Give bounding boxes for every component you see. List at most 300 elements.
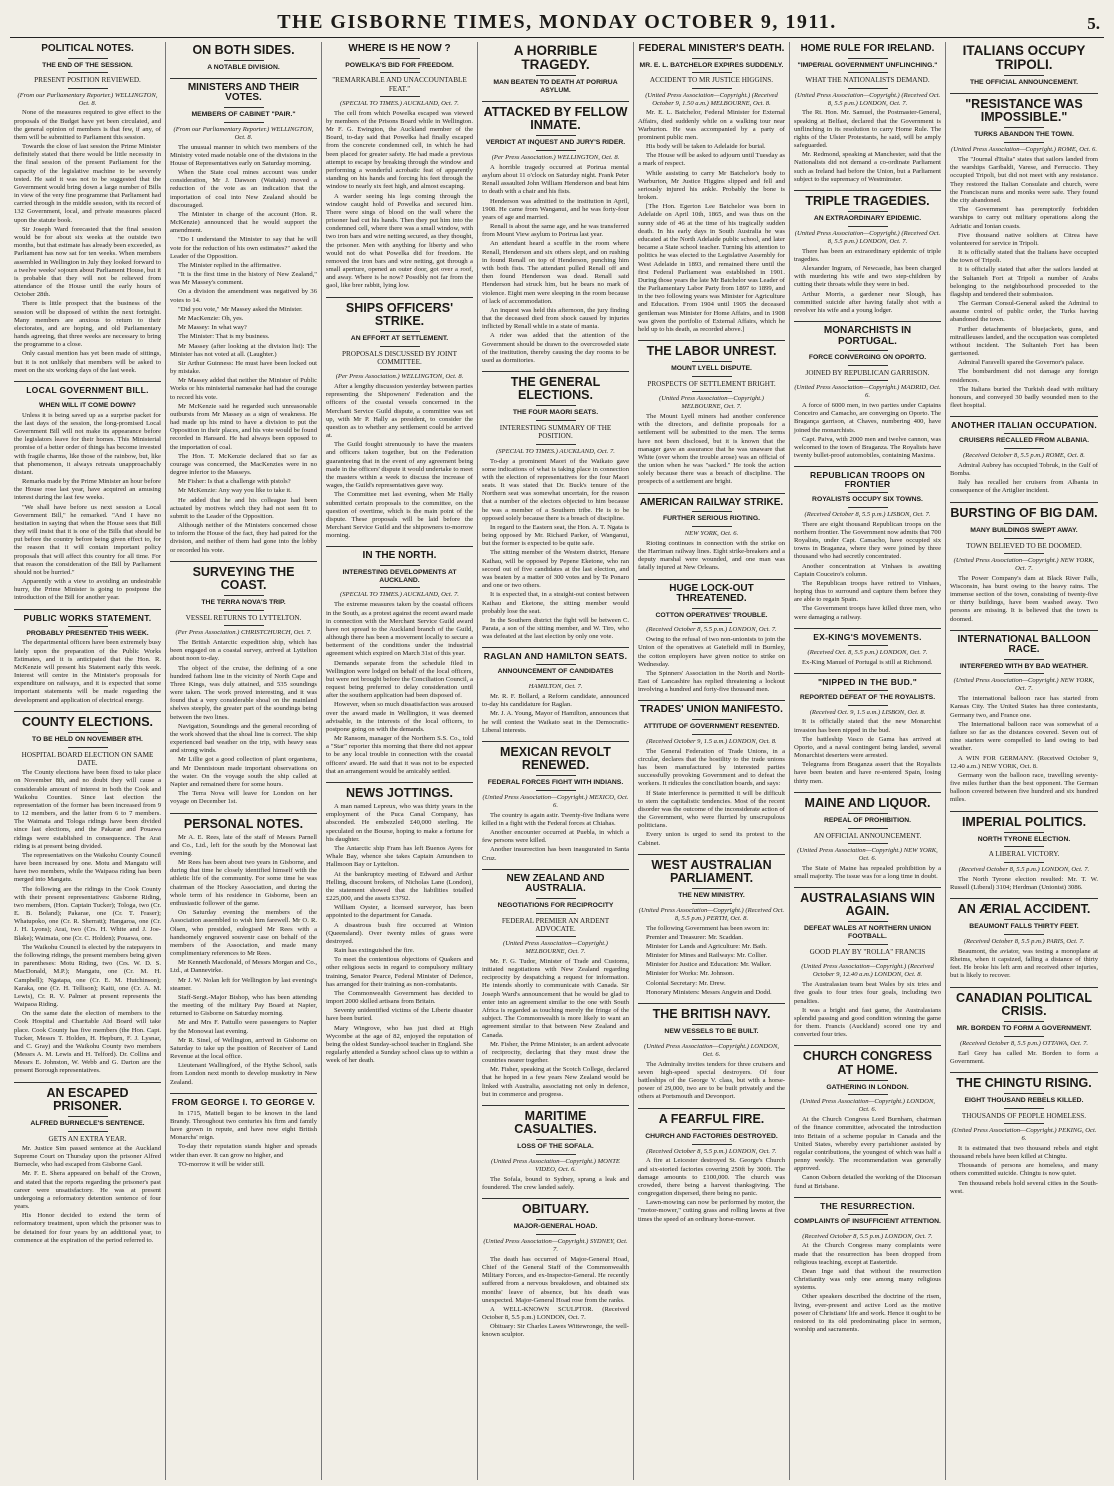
- article-subheadline: EIGHT THOUSAND REBELS KILLED.: [964, 1096, 1084, 1104]
- article-paragraph: Towards the close of last session the Prime Minister definitely stated that there would be little necessity in the final session of the present Parliament for the capacity of the legislative machine to be severely tested. He said it was not to be suggested that the Government would bring down a large number of Bills in view of the very fine programme that Parliament had carried through in the middle session, with its record of 132 Government, local, and private measures placed upon the statute book.: [14, 143, 161, 224]
- article-headline: POLITICAL NOTES.: [41, 43, 134, 54]
- article-paragraph: Further detachments of bluejackets, guns, and mitrailleuses landed, and the occupation was completed without incident. The Sultanieh Fort has been garrisoned.: [950, 325, 1098, 358]
- article-subheadline: GOOD PLAY BY "ROLLA" FRANCIS: [809, 948, 926, 957]
- article-subheadline: FEDERAL FORCES FIGHT WITH INDIANS.: [487, 779, 624, 787]
- article: [482, 371, 629, 641]
- article-subheadline: INTERESTING DEVELOPMENTS AT AUCKLAND.: [342, 568, 457, 584]
- article-divider: [170, 1093, 317, 1094]
- article-dateline: (United Press Association—Copyright.) NEW YORK, Oct. 7.: [953, 677, 1095, 693]
- article-paragraph: A fire at Leicester destroyed St. George's Church and six-storied factories covering 250ft by 300ft. The damage amounts to £100,000. The church was crowded, there being a harvest thanksgiving. The congregation dispersed, there being no panic.: [638, 1157, 785, 1198]
- article: [482, 1105, 629, 1192]
- article-paragraph: The battleship Vasco de Gama has arrived at Oporto, and a naval contingent being landed, several Monarchist deserters were arrested.: [794, 735, 941, 760]
- article-paragraph: Mr MacKenzie: Oh, yes.: [178, 315, 244, 322]
- article-paragraph: It is officially stated that after the sailors landed at the Sultanieh Fort at Tripoli a number of Arabs belonging to the neighbourhood proceeded to the flagship and tendered their submission.: [950, 266, 1098, 298]
- article-subheadline: MEMBERS OF CABINET "PAIR.": [191, 110, 296, 118]
- article: [14, 609, 161, 705]
- article: [950, 898, 1098, 981]
- article-paragraph: Although neither of the Ministers concerned chose to inform the House of the fact, they had paired for the division, and neither of them had gone into the lobby or recorded his vote.: [170, 522, 317, 554]
- article-paragraph: Mr. Fisher, speaking at the Scotch College, declared that he hoped in a few years New Zealand would be linked with Australia, associating not only in defence, but in commerce and progress.: [482, 1066, 629, 1098]
- article-paragraph: Mr. E. L. Batchelor, Federal Minister for External Affairs, died suddenly while on a walking tour near Warburton. He was accompanied by a party of prominent public men.: [638, 109, 785, 141]
- article-paragraph: When the State coal mines account was under consideration, Mr J. Dawson (Waitaki) moved a reduction of the vote as an indication that the importation of coal into New Zealand should be discouraged.: [170, 169, 317, 209]
- article-divider: [794, 792, 941, 793]
- headline-rule: [848, 226, 888, 227]
- article-divider: [794, 1045, 941, 1046]
- article-paragraph: Mr. Fisher, the Prime Minister, is an ardent advocate of reciprocity, declaring that they must draw the countries nearer together.: [482, 1040, 629, 1065]
- article-paragraph: Mr Kenneth Macdonald, of Messrs Morgan and Co., Ltd., at Dannevirke.: [170, 959, 317, 975]
- headline-rule: [692, 391, 732, 392]
- headline-rule: [692, 526, 732, 527]
- article-headline: SHIPS OFFICERS' STRIKE.: [345, 300, 454, 328]
- article-paragraph: The General Federation of Trade Unions, in a circular, declares that the hostility to the trade unions has been manufactured by interested parties successfully provoking Government and to defeat the workers. It ridicules the conciliation boards, and says:: [638, 747, 785, 788]
- article: [482, 44, 629, 95]
- headline-rule: [692, 361, 732, 362]
- article-subheadline: DEFEAT WALES AT NORTHERN UNION FOOTBALL.: [803, 925, 932, 941]
- article-subheadline: FURTHER SERIOUS RIOTING.: [662, 515, 761, 523]
- article-paragraph: Mr Massey added that neither the Minister of Public Works or his ministerial namesake had had the courage to record his vote.: [170, 377, 317, 401]
- headline-rule: [536, 775, 576, 776]
- article-subheadline: LOSS OF THE SOFALA.: [517, 1143, 594, 1151]
- article-paragraph: The Admiralty invites tenders for three cruisers and seven high-speed special destroyers. Of four battleships of the George V. class, but with a horse-power of 29,000, two are to be built privately and the others at Portsmouth and Devonport.: [638, 1060, 785, 1101]
- column-1: [10, 42, 166, 1480]
- headline-rule: [536, 420, 576, 421]
- article-dateline: (United Press Association—Copyright.) PEKING, Oct. 6.: [951, 1127, 1097, 1142]
- article-paragraph: The Sofala, bound to Sydney, sprang a leak and foundered. The crew landed safely.: [482, 1175, 629, 1191]
- article-headline: HUGE LOCK-OUT THREATENED.: [669, 582, 754, 605]
- headline-rule: [1004, 1123, 1044, 1124]
- article-paragraph: The Hon. T. McKenzie declared that so far as courage was concerned, the MacKenzies were in no degree inferior to the Masseys.: [170, 452, 317, 477]
- article-paragraph: His Honor decided to extend the term of reformatory treatment, upon which the prisoner was to be detained for four years by an additional year, to commence at the expiration of the period referred to.: [14, 1212, 161, 1244]
- article: [794, 792, 941, 881]
- article-dateline: (Received October 8, 5.5 p.m.) LISBON, Oct. 7.: [804, 510, 931, 518]
- article-headline: A HORRIBLE TRAGEDY.: [513, 43, 598, 73]
- article-paragraph: To-day a prominent Maori of the Waikato gave some indications of what is taking place in connection with the election of representatives for the four Maori seats. It was stated that Dr. Buck's tenure of the Northern seat was somewhat uncertain, for the reason that a number of the electors objected to him because he was a member of a Southern tribe. He is to be opposed solely because there is a breach of discipline.: [482, 457, 629, 522]
- article-paragraph: The Government has peremptorily forbidden warships to carry out military operations along the Adriatic and Ionian coasts.: [950, 206, 1098, 230]
- article-paragraph: Minister for Justice and Education: Mr. Walker.: [646, 961, 772, 969]
- article-headline: COUNTY ELECTIONS.: [21, 714, 154, 729]
- article: [950, 93, 1098, 410]
- page-number: 5.: [1087, 14, 1100, 33]
- headline-rule: [848, 705, 888, 706]
- headline-rule: [68, 626, 108, 627]
- article-headline: ON BOTH SIDES.: [192, 43, 295, 57]
- article-paragraph: While assisting to carry Mr Batchelor's body to Warburton, Mr Justice Higgins slipped and fell and seriously injured his ankle. Probably the bone is broken.: [638, 169, 785, 202]
- article-divider: [950, 811, 1098, 812]
- article-subheadline: A LIBERAL VICTORY.: [988, 850, 1060, 859]
- newspaper-title: THE GISBORNE TIMES, MONDAY OCTOBER 9, 1911.: [277, 11, 837, 33]
- headline-rule: [380, 72, 420, 73]
- article-paragraph: On Saturday evening the members of the Association assembled to wish him farewell. Mr O. R. Olsen, who presided, eulogised Mr Rees with a handsomely engraved souvenir case on behalf of the members of the Association, and made many complimentary references to Mr Rees.: [170, 909, 317, 958]
- article-paragraph: The following are the ridings in the Cook County with their present representatives: Gisborne Riding, two members, (Hon. Captain Tucker); Tologa, two (Cr. E. B. Boland); Pakarae, one (Cr. T. Fraser); Whatupoko, one (Cr. R. Sherratt); Hangaroa, one (Cr. J. H. Lyons); Arai, two (Crs. H. White and J. Joe-Blake); Waimata, one (Cr. C. Holden); Pouawa, one.: [14, 885, 161, 942]
- headline-rule: [1004, 127, 1044, 128]
- article-headline: LOCAL GOVERNMENT BILL.: [26, 384, 149, 395]
- headline-rule: [848, 72, 888, 73]
- headline-rule: [848, 211, 888, 212]
- article-paragraph: Five thousand native soldiers at Citrea have volunteered for service in Tripoli.: [950, 231, 1098, 247]
- article-dateline: (Per Press Association.) CHRISTCHURCH, Oct. 7.: [175, 629, 312, 637]
- headline-rule: [848, 828, 888, 829]
- article-paragraph: A force of 6000 men, in two parties under Captains Conceiro and Camacho, are converging on Oporto. The Bragança garrison, at Chaves, numbering 400, have joined the monarchists.: [794, 401, 941, 434]
- article-subheadline: TO BE HELD ON NOVEMBER 8TH.: [32, 735, 143, 743]
- article-subheadline: PROPOSALS DISCUSSED BY JOINT COMMITTEE.: [342, 349, 457, 366]
- headline-rule: [848, 645, 888, 646]
- article-paragraph: Mr Lillie got a good collection of plant organisms, and Mr Dennistoun made important observations on the water. On the voyage south the ship called at Napier and remained there for some hours.: [170, 756, 317, 788]
- article-divider: [482, 647, 629, 648]
- article-subheadline: VERDICT AT INQUEST AND JURY'S RIDER.: [485, 139, 626, 147]
- article-paragraph: Mr Fisher: Is that a challenge with pistols?: [178, 478, 291, 486]
- headline-rule: [1004, 659, 1044, 660]
- article-paragraph: [The Hon. Egerton Lee Batchelor was born in Adelaide on April 10th, 1865, and was thus on the sunny side of 46 at the time of his tragically sudden death. In his early days in South Australia he was educated at the North Adelaide public school, and later became a State school teacher. Turning his attention to politics he was elected to the Legislative Assembly for West Adelaide in 1893, and remained there until the first Federal Parliament was established in 1901. During those years the late Mr Batchelor was Leader of the Parliamentary Labor Party from 1897 to 1899, and in the two following years was Minister for Agriculture and Education. From 1904 until 1905 the deceased gentleman was Minister for Home Affairs, and in 1908 was given the portfolio of External Affairs, which he held up to his death, as recorded above.]: [638, 203, 785, 333]
- article-paragraph: The Commonwealth Government has decided to import 2000 skilled artisans from Britain.: [326, 989, 473, 1006]
- article-subheadline: POWELKA'S BID FOR FREEDOM.: [345, 61, 454, 69]
- article-paragraph: The Antarctic ship Fram has left Buenos Ayres for Whale Bay, whence she takes Captain Amundsen to Hallmoon Bay or Lyttelton.: [326, 844, 473, 869]
- article: [794, 1197, 941, 1335]
- article-paragraph: At the Church Congress many complaints were made that the resurrection has been dropped from religious teaching, except at Eastertide.: [794, 1242, 941, 1266]
- article-paragraph: Admiral Faravelli spared the Governor's palace.: [958, 359, 1085, 367]
- headline-rule: [848, 1094, 888, 1095]
- article-paragraph: Rain has extinguished the fire.: [334, 947, 415, 955]
- headline-rule: [692, 1144, 732, 1145]
- article-paragraph: Other speakers described the doctrine of the risen, living, ever-present and active Lord as the motive power of Christians' life and work. Hence it ought to be restored to its old predominating place in sermon, worship and sacraments.: [794, 1293, 941, 1334]
- article-paragraph: The Guild fought strenuously to have the masters and officers taken together, but on the Federation guaranteeing that in the event of any agreement being made in the officers' dispute it would undertake to meet the masters within a week to discuss the increase of wages, the Guild's representatives gave way.: [326, 441, 473, 490]
- article-paragraph: The death has occurred of Major-General Hoad, Chief of the General Staff of the Commonwealth Military Forces, and ex-Inspector-General. He recently suffered from a nervous breakdown, and obtained six months' leave of absence, but his death was unexpected. Major-General Hoad rose from the ranks.: [482, 1255, 629, 1304]
- article-divider: [638, 493, 785, 494]
- article-paragraph: William Oyster, a licensed surveyor, has been appointed to the department for Canada.: [326, 904, 473, 920]
- article: [482, 647, 629, 735]
- headline-rule: [536, 1139, 576, 1140]
- article-paragraph: The Committee met last evening, when Mr Hally submitted certain proposals to the committee, on the question of overtime, which is the main point of the dispute. These proposals will be laid before the Merchant Service Guild and the shipowners to-morrow morning.: [326, 491, 473, 540]
- article: [326, 546, 473, 776]
- article-headline: FEDERAL MINISTER'S DEATH.: [638, 43, 785, 54]
- article-subheadline: TOWN BELIEVED TO BE DOOMED.: [966, 541, 1082, 550]
- article-subheadline: "REMARKABLE AND UNACCOUNTABLE FEAT.": [332, 76, 467, 93]
- article-headline: THE CHINGTU RISING.: [956, 1075, 1092, 1090]
- article-dateline: (Received October 8, 5.5 p.m.) LONDON, Oct. 7.: [802, 1232, 933, 1240]
- article-subheadline: AN EXTRAORDINARY EPIDEMIC.: [813, 215, 922, 223]
- article-dateline: (Per Press Association.) WELLINGTON, Oct. 8.: [491, 154, 620, 162]
- article-paragraph: "Do I understand the Minister to say that he will vote for the reduction of his own estimates?" asked the Leader of the Opposition.: [170, 236, 317, 260]
- article-dateline: (United Press Association—Copyright.) LONDON, Oct. 6.: [800, 1098, 935, 1114]
- article-paragraph: Apparently with a view to avoiding an undesirable hurry, the Prime Minister is going to postpone the introduction of the Bill for another year.: [14, 578, 161, 602]
- article-subheadline: AN OFFICIAL ANNOUNCEMENT.: [813, 831, 922, 840]
- article-dateline: (United Press Association—Copyright.) (Received October 9, 12.40 a.m.) LONDON, Oct. 8.: [801, 963, 934, 979]
- headline-rule: [1004, 433, 1044, 434]
- article-dateline: (Received Oct. 8, 5.5 p.m.) LONDON, Oct. 7.: [807, 648, 928, 656]
- headline-rule: [536, 75, 576, 76]
- column-3: [322, 42, 478, 1480]
- article-paragraph: The German Consul-General asked the Admiral to assume control of public order, the Turks having abandoned the town.: [950, 300, 1098, 324]
- article: [638, 1003, 785, 1102]
- article-paragraph: Sir Arthur Guinness: He must have been locked out by mistake.: [170, 359, 317, 376]
- headline-rule: [536, 405, 576, 406]
- article-divider: [794, 321, 941, 322]
- article-divider: [326, 782, 473, 783]
- article-headline: WEST AUSTRALIAN PARLIAMENT.: [651, 857, 772, 885]
- article-paragraph: The "Journal d'Italia" states that sailors landed from the warships Garibaldi, Varese, and Ferruccio. They occupied Tripoli, but did not meet with any resistance. They restored the Italian Consulate and church, were the Franciscan nuns and monks were safe. They found the city abandoned.: [950, 156, 1098, 204]
- headline-rule: [536, 1219, 576, 1220]
- article-paragraph: "We shall have before us next session a Local Government Bill," he remarked. "And I have no hesitation in saying that when the House sees that Bill they will insist that it is one of the Bills that should be put before the country before being given effect to, for the reason that it will contain important policy proposals that will affect this country for all time. For that reason the consideration of the Bill by Parliament should not be hurried.": [14, 503, 161, 576]
- article-paragraph: The Government troops have killed three men, who were damaging a railway.: [794, 605, 941, 621]
- article-headline: MONARCHISTS IN PORTUGAL.: [823, 325, 912, 347]
- article-paragraph: Mr R. Sinel, of Wellington, arrived in Gisborne on Saturday to take up the position of Receiver of Land Revenue at the local office.: [170, 1036, 317, 1061]
- article-subheadline: FEDERAL PREMIER AN ARDENT ADVOCATE.: [501, 916, 610, 933]
- article-paragraph: A WIN FOR GERMANY. (Received October 9, 12.40 a.m.) NEW YORK, Oct. 8.: [950, 754, 1098, 770]
- article: [638, 854, 785, 997]
- article-headline: BURSTING OF BIG DAM.: [950, 505, 1098, 520]
- headline-rule: [68, 732, 108, 733]
- article-paragraph: Another insurrection has been inaugurated in Santa Cruz.: [482, 846, 629, 862]
- article-paragraph: Colonial Secretary: Mr. Drew.: [646, 979, 726, 987]
- article-subheadline: COTTON OPERATIVES' TROUBLE.: [655, 611, 768, 619]
- headline-rule: [536, 898, 576, 899]
- headline-rule: [1004, 832, 1044, 833]
- headline-rule: [1004, 523, 1044, 524]
- article-paragraph: Arthur Morris, a gardener near Slough, has committed suicide after having fatally shot with a revolver his wife and a young lodger.: [794, 290, 941, 314]
- headline-rule: [68, 88, 108, 89]
- article-paragraph: Ten thousand rebels hold several cities in the South-west.: [950, 1179, 1098, 1195]
- article-paragraph: The International balloon race was somewhat of a failure so far as the distances covered. Seven out of nine starters were compelled to land owing to bad weather.: [950, 720, 1098, 753]
- article-headline: EX-KING'S MOVEMENTS.: [813, 631, 922, 642]
- article-headline: ATTACKED BY FELLOW INMATE.: [483, 104, 628, 133]
- headline-rule: [68, 1131, 108, 1132]
- article-paragraph: Canon Osborn detailed the working of the Diocesan fund at Brisbane.: [794, 1174, 941, 1190]
- article-subheadline: ATTITUDE OF GOVERNMENT RESENTED.: [643, 722, 780, 730]
- article-paragraph: Alexander Ingram, of Newcastle, has been charged with murdering his wife and two step-children by cutting their throats while they were in bed.: [794, 265, 941, 289]
- article-divider: [950, 1072, 1098, 1073]
- article-subheadline: TURKS ABANDON THE TOWN.: [974, 131, 1074, 139]
- article-headline: MAINE AND LIQUOR.: [804, 795, 931, 810]
- article-headline: SURVEYING THE COAST.: [192, 564, 295, 592]
- article-paragraph: It is estimated that two thousand rebels and eight thousand rebels have been killed at Chingtu.: [950, 1144, 1098, 1161]
- article-paragraph: The Italians buried the Turkish dead with military honours, and conveyed 30 badly wounded men to the fleet hospital.: [950, 385, 1098, 410]
- article-paragraph: Mr Ransom, manager of the Northern S.S. Co., told a "Star" reporter this morning that there did not appear to be any local trouble in connection with the coastal officers' award. He said that it was not to be expected that an arrangement would be amicably settled.: [326, 735, 473, 775]
- article-paragraph: Mr. Justice Sim passed sentence at the Auckland Supreme Court on Thursday upon the prisoner Alfred Burnecle, who had escaped from Gisborne Gaol.: [14, 1144, 161, 1169]
- article-subheadline: CRUISERS RECALLED FROM ALBANIA.: [958, 437, 1090, 445]
- article-divider: [638, 700, 785, 701]
- article-divider: [950, 93, 1098, 94]
- headline-rule: [68, 1116, 108, 1117]
- article-paragraph: The bombardment did not damage any foreign residences.: [950, 368, 1098, 384]
- headline-rule: [224, 625, 264, 626]
- headline-rule: [224, 107, 264, 108]
- article-subheadline: ROYALISTS OCCUPY SIX TOWNS.: [812, 496, 923, 504]
- article-subheadline: MR. E. L. BATCHELOR EXPIRES SUDDENLY.: [639, 61, 784, 69]
- article-paragraph: In regard to the Eastern seat, the Hon. A. T. Ngata is being opposed by Mr. Richard Parker, of Wanganui, but the former is expected to be quite safe.: [482, 523, 629, 548]
- article-paragraph: Owing to the refusal of two non-unionists to join the Union of the operatives at Gatefield mill in Burnley, the cotton employers have given notice to strike on Wednesday.: [638, 636, 785, 668]
- article-headline: NEWS JOTTINGS.: [346, 786, 453, 800]
- headline-rule: [848, 1229, 888, 1230]
- headline-rule: [848, 88, 888, 89]
- article-paragraph: The object of the cruise, the defining of a one hundred fathom line in the vicinity of North Cape and Three Kings, was duly attained, and 535 soundings were taken. The work proved interesting, and it was found that a very considerable shoal on the mainland shelves steeply, the greater part of the soundings being between the two lines.: [170, 664, 317, 721]
- headline-rule: [68, 398, 108, 399]
- article-paragraph: The Waikohu Council is elected by the ratepayers in the following ridings, the present members being given in parentheses: Motu Riding, two (Crs. W. D. S. MacDonald, M.P.); Mangatu, one (Cr. M. H. Campbell); Ngatapa, one (Cr. E. M. Hutchinson); Karaka, one (Cr. H. Tellison); Kaiti, one (Cr. A. M. Lewis), Cr. R. V. Palmer at present represents the Waipaoa Riding.: [14, 943, 161, 1009]
- article-paragraph: Sir Joseph Ward forecasted that the final session would be for about six weeks at the outside two months, but that estimate has already been exceeded, as Parliament has now sat for ten weeks. When members assembled in Wellington in July they looked forward to a twelve weeks' sojourn about Parliament House, but it is probable that they will not be relieved from attendance of the House until the early hours of October 28th.: [14, 225, 161, 299]
- article-paragraph: The Minister in charge of the account (Hon. R. McKenzie) announced that he would support the amendment.: [170, 210, 317, 235]
- article-paragraph: Dean Inge said that without the resurrection Christianity was only one among many religious systems.: [794, 1267, 941, 1292]
- article-paragraph: Mr Massey (after looking at the division list): The Minister has not voted at all. (Laughter.): [170, 342, 317, 358]
- article-dateline: (Received October 8, 5.5 p.m.) ROME, Oct. 8.: [963, 452, 1085, 460]
- article-dateline: (Received October 8, 5.5 p.m.) OTTAWA, Oct. 7.: [959, 1039, 1089, 1047]
- article-headline: AUSTRALASIANS WIN AGAIN.: [800, 891, 935, 919]
- article-divider: [482, 741, 629, 742]
- article-paragraph: The Mount Lyell miners had another conference with the directors, and definite proposals for a settlement will be submitted to the men. The terms have not been disclosed, but it is known that the manager gave an assurance that he was unaware that White (over whom the trouble arose) was an official of the union when he was "sacked." He took the action solely because there was a breach of discipline. The prospects of a settlement are bright.: [638, 413, 785, 486]
- article: [950, 502, 1098, 624]
- article: [170, 813, 317, 1087]
- article: [638, 44, 785, 334]
- headline-rule: [1004, 673, 1044, 674]
- headline-rule: [692, 58, 732, 59]
- article-dateline: (United Press Association—Copyright.) MEXICO, Oct. 6.: [482, 793, 629, 809]
- article: [950, 44, 1098, 87]
- article-paragraph: The cell from which Powelka escaped was viewed by members of the Prisons Board while in Wellington. Mr F. G. Ewington, the Auckland member of the Board, to-day said that Powelka had finally escaped from the concrete condemned cell, in which he had been placed for greater safety. He had made a previous attempt to escape by breaking through the window and performing a wonderful acrobatic feat of apparently standing on his hands and forcing his feet through the window to nearly six feet high, and almost escaping.: [326, 109, 473, 191]
- article-paragraph: Rioting continues in connection with the strike on the Harriman railway lines. Eight strike-breakers and a deputy marshal were wounded, and one man was fatally injured at New Orleans.: [638, 539, 785, 572]
- article-divider: [794, 628, 941, 629]
- headline-rule: [692, 511, 732, 512]
- article-subheadline: THOUSANDS OF PEOPLE HOMELESS.: [961, 1111, 1087, 1120]
- article-headline: PUBLIC WORKS STATEMENT.: [23, 612, 152, 623]
- headline-rule: [1004, 1093, 1044, 1094]
- article-dateline: (United Press Association—Copyright.) (Received October 9, 1.50 a.m.) MELBOURNE, Oct. 8.: [645, 91, 778, 107]
- article-subheadline: THE OFFICIAL ANNOUNCEMENT.: [970, 79, 1078, 87]
- article-subheadline: PRESENT POSITION REVIEWED.: [34, 76, 141, 85]
- headline-rule: [1004, 934, 1044, 935]
- article-headline: A FEARFUL FIRE.: [658, 1111, 765, 1126]
- article-headline: CANADIAN POLITICAL CRISIS.: [955, 990, 1093, 1018]
- article: [794, 673, 941, 786]
- article: [14, 381, 161, 603]
- article-headline: MEXICAN REVOLT RENEWED.: [500, 744, 611, 772]
- article-divider: [482, 869, 629, 870]
- article: [14, 711, 161, 1076]
- headline-rule: [1004, 846, 1044, 847]
- article-divider: [14, 609, 161, 610]
- article-paragraph: Ex-King Manuel of Portugal is still at Richmond.: [802, 658, 933, 666]
- article-paragraph: To meet the contentious objections of Quakers and other religious sects in regard to compulsory military training, Senator Pearce, Federal Minister of Defence, has arranged for their training as non-combatants.: [326, 956, 473, 988]
- headline-rule: [848, 944, 888, 945]
- article-paragraph: On a division the amendment was negatived by 36 votes to 14.: [170, 288, 317, 304]
- article-paragraph: Telegrams from Braganza assert that the Royalists have been beaten and have re-entered Spain, losing thirty men.: [794, 761, 941, 785]
- article-dateline: (United Press Association—Copyright.) (Received Oct. 8, 5.5 p.m.) LONDON, Oct. 7.: [794, 91, 941, 107]
- article-paragraph: Another concentration at Vinhaes is awaiting Captain Couceiro's column.: [794, 562, 941, 578]
- article-subheadline: THE TERRA NOVA'S TRIP.: [201, 599, 286, 607]
- article: [170, 44, 317, 72]
- article-paragraph: Every union is urged to send its protest to the Cabinet.: [638, 831, 785, 847]
- article-paragraph: Mr McKenzie said he regarded such unreasonable outbursts from Mr Massey as a sign of weakness. He had made up his mind to have a division to put the Opposition in their places, and his vote would be found recorded in Hansard. He had always been opposed to the importation of coal.: [170, 402, 317, 451]
- article-subheadline: A NOTABLE DIVISION.: [207, 64, 280, 72]
- article-subheadline: VESSEL RETURNS TO LYTTELTON.: [185, 613, 302, 622]
- article-subheadline: THE END OF THE SESSION.: [42, 61, 133, 69]
- article-paragraph: Seventy unidentified victims of the Liberte disaster have been buried.: [326, 1007, 473, 1023]
- article-headline: MINISTERS AND THEIR VOTES.: [187, 81, 300, 104]
- article-subheadline: HOSPITAL BOARD ELECTION ON SAME DATE.: [21, 750, 154, 767]
- article-dateline: (United Press Association—Copyright.) (Received Oct. 8, 5.5 p.m.) LONDON, Oct. 7.: [794, 229, 941, 245]
- headline-rule: [692, 1129, 732, 1130]
- article: [950, 1072, 1098, 1196]
- article-paragraph: The Minister: That is my business.: [178, 333, 270, 341]
- article-divider: [170, 561, 317, 562]
- article-paragraph: Premier and Treasurer: Mr. Scaddan.: [646, 933, 744, 941]
- article-headline: IN THE NORTH.: [362, 550, 437, 562]
- article-headline: MARITIME CASUALTIES.: [514, 1108, 597, 1137]
- headline-rule: [1004, 553, 1044, 554]
- article-paragraph: Mr. F. G. Tudor, Minister of Trade and Customs, initiated negotiations with New Zealand regarding reciprocity by despatching a request for information. He intends shortly to communicate with Canada. Sir Joseph Ward's announcement that he would be glad to enter into an agreement similar to the one with South Africa is regarded as touching merely the fringe of the subject. The Commonwealth is more likely to want an agreement similar to that between New Zealand and Canada.: [482, 957, 629, 1039]
- article-headline: THE GENERAL ELECTIONS.: [510, 375, 601, 403]
- article-paragraph: If State interference is permitted it will be difficult to stem the capitalistic tendencies. Most of the recent disorder was the outcome of the inconsiderate action of the Government, who were flurried by unscrupulous politicians.: [638, 789, 785, 830]
- article-paragraph: It is officially stated that the Italians have occupied the town of Tripoli.: [950, 249, 1098, 265]
- headline-rule: [692, 88, 732, 89]
- article-headline: AMERICAN RAILWAY STRIKE.: [639, 496, 784, 508]
- headline-rule: [224, 60, 264, 61]
- headline-rule: [692, 376, 732, 377]
- masthead: [10, 8, 1104, 38]
- article: [326, 782, 473, 1065]
- article-dateline: (United Press Association—Copyright.) MADRID, Oct. 6.: [794, 384, 941, 400]
- article: [638, 579, 785, 695]
- article-paragraph: The British Antarctic expedition ship, which has been engaged on a coastal survey, arrived at Lyttelton about noon to-day.: [170, 639, 317, 663]
- article-dateline: (United Press Association—Copyright.) MELBOURNE, Oct. 7.: [659, 395, 764, 411]
- article-paragraph: Thousands of persons are homeless, and many others committed suicide. Chingtu is now quiet.: [950, 1162, 1098, 1178]
- article: [14, 1082, 161, 1245]
- article-paragraph: Capt. Paiva, with 2000 men and twelve cannon, was welcomed to the town of Braganza. The Royalists have twenty bullet-proof automobiles, containing Maxims.: [794, 435, 941, 460]
- article-subheadline: REPEAL OF PROHIBITION.: [823, 816, 912, 824]
- article-divider: [14, 381, 161, 382]
- article-paragraph: "It is the first time in the history of New Zealand," was Mr Massey's comment.: [170, 271, 317, 287]
- article-dateline: (SPECIAL TO TIMES.) AUCKLAND, Oct. 7.: [340, 591, 459, 599]
- article-subheadline: GETS AN EXTRA YEAR.: [48, 1134, 127, 1143]
- headline-rule: [1004, 919, 1044, 920]
- headline-rule: [1004, 538, 1044, 539]
- article: [638, 1108, 785, 1224]
- article-subheadline: AN EFFORT AT SETTLEMENT.: [350, 334, 449, 342]
- article-paragraph: The representatives on the Waikohu County Council have been increased by one. Motu and Mangatu will have two members, while the Waipaoa riding has been merged into Mangatu.: [14, 851, 161, 884]
- column-4: [478, 42, 634, 1480]
- article-paragraph: None of the measures required to give effect to the proposals of the Budget have yet been circulated, and the general opinion of members is that few, if any, of them will be submitted to Parliament this session.: [14, 109, 161, 141]
- article-dateline: (United Press Association—Copyright.) MONTE VIDEO, Oct. 6.: [491, 1157, 620, 1173]
- article-subheadline: WHAT THE NATIONALISTS DEMAND.: [805, 76, 930, 85]
- article-paragraph: Demands separate from the schedule filed in Wellington were lodged on behalf of the local officers, but were not brought before the Conciliation Council, a request being preferred to delay consideration until after the southern application had been disposed of.: [326, 659, 473, 700]
- article-subheadline: JOINED BY REPUBLICAN GARRISON.: [805, 368, 930, 377]
- article-paragraph: A rider was added that the attention of the Government should be drawn to the overcrowded state of the institution, thereby causing the day rooms to be used as dormitories.: [482, 332, 629, 364]
- headline-rule: [848, 921, 888, 922]
- headline-rule: [1004, 862, 1044, 863]
- article-headline: CHURCH CONGRESS AT HOME.: [802, 1049, 933, 1077]
- article-paragraph: The extreme measures taken by the coastal officers in the South, as a protest against the recent award made in connection with the Merchant Service Guild award have not spread to the Auckland branch of the Guild, although there has been a movement locally to secure a betterment of the conditions under the industrial agreement which expired on March 31st of this year.: [326, 601, 473, 658]
- article-divider: [794, 673, 941, 674]
- article-dateline: (United Press Association—Copyright.) NEW YORK, Oct. 7.: [953, 556, 1095, 572]
- article-paragraph: Beaumont, the aviator, was testing a monoplane at Rheims, when it capsized, falling a distance of thirty feet. He broke his left arm and received other injuries, but is likely to recover.: [950, 947, 1098, 980]
- article-divider: [794, 466, 941, 467]
- headline-rule: [848, 690, 888, 691]
- article-divider: [794, 887, 941, 888]
- headline-rule: [224, 610, 264, 611]
- headline-rule: [380, 587, 420, 588]
- article-dateline: (United Press Association—Copyright.) ROME, Oct. 6.: [951, 146, 1097, 154]
- article-subheadline: PROBABLY PRESENTED THIS WEEK.: [26, 629, 149, 637]
- headline-rule: [692, 608, 732, 609]
- article-paragraph: Mr. F. E. Shera appeared on behalf of the Crown, and stated that the reports regarding the prisoner's past career were unsatisfactory. He was at present undergoing a reformatory detention sentence of four years.: [14, 1170, 161, 1211]
- article-paragraph: There are eight thousand Republican troops on the northern frontier. The Government now admits that 700 Royalists, under Capt. Camacho, have occupied six towns in Braganza, where they were joined by three thousand who had secretly concentrated.: [794, 520, 941, 561]
- article-headline: AN ESCAPED PRISONER.: [46, 1085, 129, 1113]
- article-headline: RAGLAN AND HAMILTON SEATS.: [483, 651, 628, 662]
- headline-rule: [536, 664, 576, 665]
- article-subheadline: NEW VESSELS TO BE BUILT.: [664, 1028, 759, 1036]
- column-5: [634, 42, 790, 1480]
- article-paragraph: The Minister replied in the affirmative.: [178, 261, 282, 269]
- headline-rule: [380, 96, 420, 97]
- article: [794, 190, 941, 315]
- article-paragraph: The North Tyrone election resulted: Mr. T. W. Russell (Liberal) 3104; Herdman (Unionist) 3086.: [950, 875, 1098, 891]
- article-headline: INTERNATIONAL BALLOON RACE.: [957, 633, 1091, 656]
- headline-rule: [380, 369, 420, 370]
